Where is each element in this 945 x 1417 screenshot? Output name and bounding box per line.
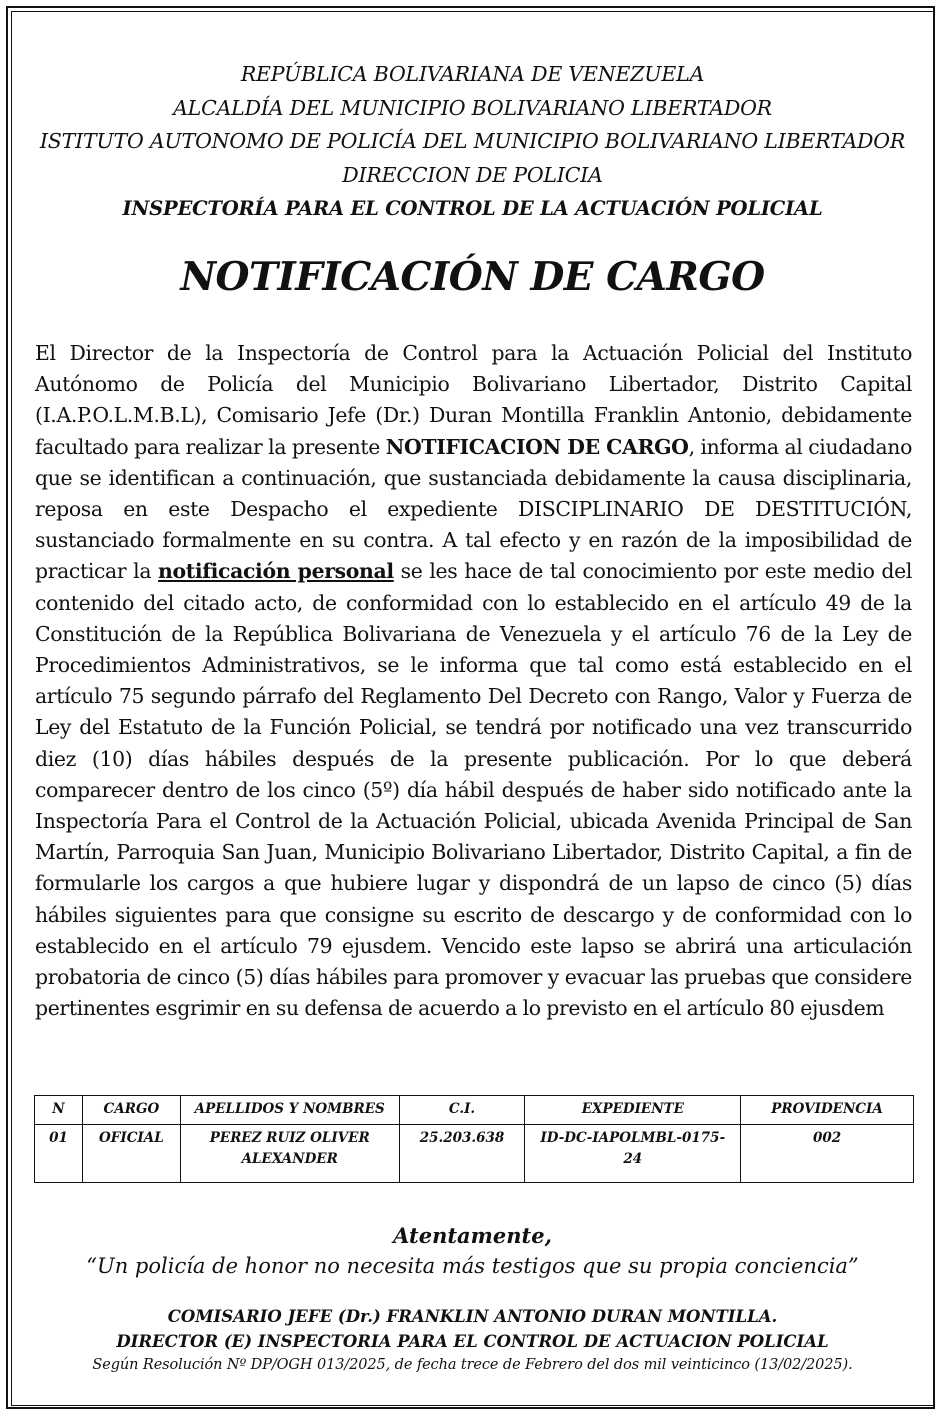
header-providencia: PROVIDENCIA — [741, 1096, 914, 1125]
header-cargo: CARGO — [82, 1096, 180, 1125]
notification-body — [35, 338, 912, 1024]
cell-apellidos-nombres: PEREZ RUIZ OLIVER ALEXANDER — [180, 1125, 399, 1183]
cell-expediente: ID-DC-IAPOLMBL-0175-24 — [525, 1125, 741, 1183]
header-line-inspectoria: INSPECTORÍA PARA EL CONTROL DE LA ACTUACIÓN POLICIAL — [122, 197, 823, 220]
closing-motto: “Un policía de honor no necesita más testigos que su propia conciencia” — [86, 1254, 859, 1278]
header-line-instituto: ISTITUTO AUTONOMO DE POLICÍA DEL MUNICIPIO BOLIVARIANO LIBERTADOR — [39, 129, 906, 153]
header-expediente: EXPEDIENTE — [525, 1096, 741, 1125]
cell-providencia: 002 — [741, 1125, 914, 1183]
header-line-alcaldia: ALCALDÍA DEL MUNICIPIO BOLIVARIANO LIBERTADOR — [173, 95, 772, 120]
cell-cargo: OFICIAL — [82, 1125, 180, 1183]
signature-name: COMISARIO JEFE (Dr.) FRANKLIN ANTONIO DURAN MONTILLA. — [167, 1307, 778, 1326]
resolution-note: Según Resolución Nº DP/OGH 013/2025, de fecha trece de Febrero del dos mil veinticinco (13/02/2025). — [92, 1357, 853, 1373]
body-part-3: se les hace de tal conocimiento por este medio del contenido del citado acto, de conformidad con lo establecido en el artículo 49 de la Constitución de la República Bolivariana de Venezuela y el artículo 76 de la Ley de Procedimientos Administrativos, se le informa que tal como está establecido en el artículo 75 segundo párrafo del Reglamento Del Decreto con Rango, Valor y Fuerza de Ley del Estatuto de la Función Policial, se tendrá por notificado una vez transcurrido diez (10) días hábiles después de la presente publicación. Por lo que deberá comparecer dentro de los cinco (5º) día hábil después de haber sido notificado ante la Inspectoría Para el Control de la Actuación Policial, ubicada Avenida Principal de San Martín, Parroquia San Juan, Municipio Bolivariano Libertador, Distrito Capital, a fin de formularle los cargos a que hubiere lugar y dispondrá de un lapso de cinco (5) días hábiles siguientes para que consigne su escrito de descargo y de conformidad con lo establecido en el artículo 79 ejusdem. Vencido este lapso se abrirá una articulación probatoria de cinco (5) días hábiles para promover y evacuar las pruebas que considere pertinentes esgrimir en su defensa de acuerdo a lo previsto en el artículo 80 ejusdem — [35, 559, 912, 1021]
cases-table — [34, 1095, 914, 1183]
letterhead — [36, 58, 909, 226]
closing-greeting: Atentamente, — [393, 1223, 552, 1248]
signature-block — [36, 1304, 909, 1354]
body-underline-notificacion-personal: notificación personal — [158, 559, 394, 584]
table-header-row — [35, 1096, 914, 1125]
table-row — [35, 1125, 914, 1183]
header-n: N — [35, 1096, 83, 1125]
header-apellidos-nombres: APELLIDOS Y NOMBRES — [180, 1096, 399, 1125]
body-bold-notificacion: NOTIFICACION DE CARGO — [385, 434, 689, 459]
cell-ci: 25.203.638 — [399, 1125, 525, 1183]
document-title: NOTIFICACIÓN DE CARGO — [180, 254, 765, 300]
cell-n: 01 — [35, 1125, 83, 1183]
header-line-republic: REPÚBLICA BOLIVARIANA DE VENEZUELA — [240, 62, 705, 86]
header-line-direccion: DIRECCION DE POLICIA — [342, 162, 603, 187]
header-ci: C.I. — [399, 1096, 525, 1125]
signature-position: DIRECTOR (E) INSPECTORIA PARA EL CONTROL DE ACTUACION POLICIAL — [116, 1332, 829, 1351]
body-part-2: , informa al ciudadano que se identifican a continuación, que sustanciada debidamente la causa disciplinaria, reposa en este Despacho el expediente DISCIPLINARIO DE DESTITUCIÓN, sustanciado formalmente en su contra. A tal efecto y en razón de la imposibilidad de practicar la — [35, 434, 912, 584]
closing — [36, 1220, 909, 1282]
body-part-1: El Director de la Inspectoría de Control para la Actuación Policial del Instituto Autónomo de Policía del Municipio Bolivariano Libertador, Distrito Capital (I.A.P.O.L.M.B.L), Comisario Jefe (Dr.) Duran Montilla Franklin Antonio, debidamente facultado para realizar la presente — [35, 341, 912, 459]
